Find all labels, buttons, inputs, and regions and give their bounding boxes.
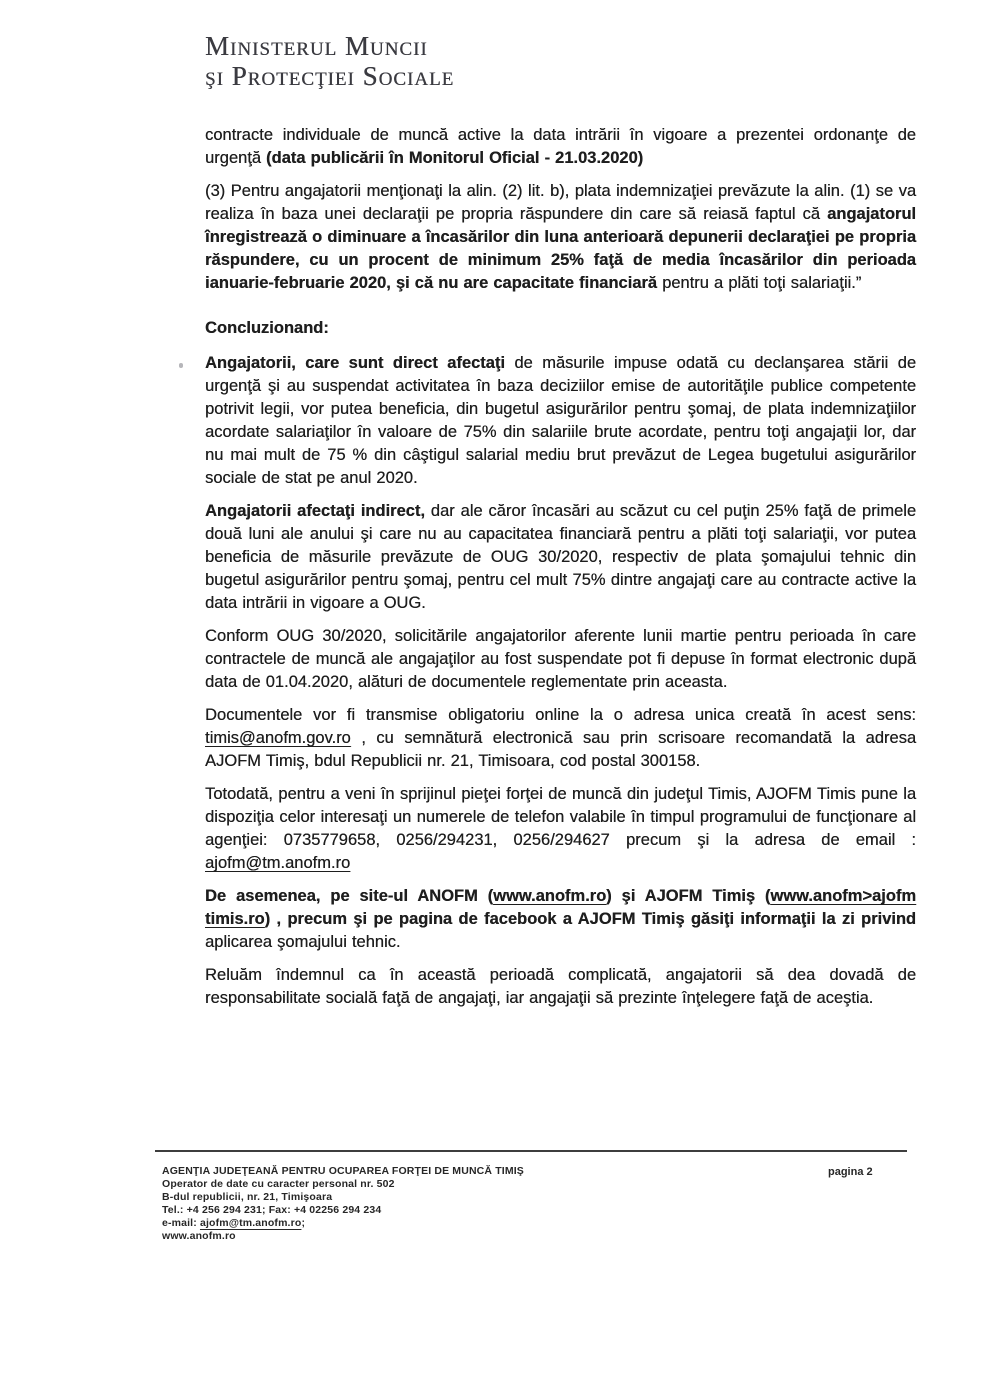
text-run: Angajatorii, care sunt direct afectaţi [205, 354, 515, 372]
page-number: pagina 2 [828, 1166, 873, 1178]
text-run: de măsurile impuse odată cu declanşarea stării de urgenţă şi au suspendat activitatea în baza deciziilor emise de autorităţile publice competente potrivit legii, vor putea beneficia, din bugetul asigurărilor pentru şomaj, de plata indemnizaţiilor acordate salariaţilor în valoare de 75% din salariile brute acordate, pentru toţi angajaţii lor, dar nu mai mult de 75 % din câştigul salarial mediu brut prevăzut de Legea bugetului asigurărilor sociale de stat pe anul 2020. [205, 354, 916, 487]
ministry-letterhead [205, 31, 454, 91]
text-run: ) şi AJOFM Timiş ( [606, 887, 771, 905]
para-site-uri [205, 885, 916, 954]
text-run: (3) Pentru angajatorii menţionaţi la alin. (2) lit. b), plata indemnizaţiei prevăzute la alin. (1) se va realiza în baza unei declaraţii pe propria răspundere din care să reiasă faptul că [205, 182, 916, 223]
footer-separator-line [155, 1150, 907, 1152]
text-run: pentru a plăti toţi salariaţii.” [662, 274, 862, 292]
document-body [205, 124, 916, 1020]
link-text: www.anofm>ajofm timis.ro [205, 887, 916, 928]
footer-agency-name: AGENŢIA JUDEŢEANĂ PENTRU OCUPAREA FORŢEI DE MUNCĂ TIMIŞ [162, 1165, 524, 1177]
para-angajatori-indirect [205, 500, 916, 615]
text-run: dar ale căror încasări au scăzut cu cel puţin 25% faţă de primele două luni ale anului şi care nu au capacitatea financiară pentru a plăti toţi salariaţii, vor putea beneficia de măsurile prevăzute de OUG 30/2020, respectiv de plata şomajului tehnic din bugetul asigurărilor pentru şomaj, pentru cel mult 75% dintre angajaţi care au contracte active la data intrării in vigoare a OUG. [205, 502, 916, 612]
text-run: angajatorul înregistrează o diminuare a încasărilor din luna anterioară depunerii declaraţiei pe propria răspundere, cu un procent de minimum 25% faţă de media încasărilor din perioada ianuarie-februarie 2020, şi că nu are capacitate financiară [205, 205, 916, 292]
para-documente [205, 704, 916, 773]
link-text: ajofm@tm.anofm.ro [205, 854, 351, 872]
text-run: , cu semnătură electronică sau prin scrisoare recomandată la adresa AJOFM Timiş, bdul Republicii nr. 21, Timisoara, cod postal 300158. [205, 729, 916, 770]
scan-artifact-dot [179, 363, 183, 368]
text-run: Conform OUG 30/2020, solicitările angajatorilor aferente lunii martie pentru perioada în care contractele de muncă ale angajaţilor au fost suspendate pot fi depuse în format electronic după data de 01.04.2020, alături de documentele reglementate prin aceasta. [205, 627, 916, 691]
para-indemn [205, 964, 916, 1010]
text-run: aplicarea şomajului tehnic. [205, 933, 401, 951]
link-text: www.anofm.ro [493, 887, 607, 905]
footer-letterhead [162, 1165, 722, 1243]
text-run: ) , precum şi pe pagina de facebook a AJOFM Timiş găsiţi informaţii la zi privind [264, 910, 916, 928]
footer-operator-line: Operator de date cu caracter personal nr. 502 [162, 1178, 395, 1190]
text-run: Documentele vor fi transmise obligatoriu online la o adresa unica creată în acest sens: [205, 706, 916, 724]
footer-address-line: B-dul republicii, nr. 21, Timişoara [162, 1191, 333, 1203]
para-totodata [205, 783, 916, 875]
text-run: (data publicării în Monitorul Oficial - 21.03.2020) [266, 149, 644, 167]
footer-phone-line: Tel.: +4 256 294 231; Fax: +4 02256 294 234 [162, 1204, 382, 1216]
ministry-name-line2: şi Protecţiei Sociale [205, 61, 455, 91]
text-run: De asemenea, pe site-ul ANOFM ( [205, 887, 494, 905]
footer-email-label: e-mail: [162, 1217, 200, 1229]
para-angajatori-direct [205, 352, 916, 490]
footer-website: www.anofm.ro [162, 1230, 236, 1242]
para-alin-3 [205, 180, 916, 295]
footer-email-suffix: ; [301, 1217, 306, 1229]
text-run: Reluăm îndemnul ca în această perioadă complicată, angajatorii să dea dovadă de responsabilitate socială faţă de angajaţi, iar angajaţii să prezinte înţelegere faţă de aceştia. [205, 966, 916, 1007]
para-conform-oug [205, 625, 916, 694]
link-text: timis@anofm.gov.ro [205, 729, 351, 747]
text-run: Concluzionand: [205, 319, 329, 337]
para-contracte [205, 124, 916, 170]
text-run: contracte individuale de muncă active la data intrării în vigoare a prezentei ordonanţe de urgenţă [205, 126, 916, 167]
footer-email-line [162, 1217, 722, 1230]
text-run: Angajatorii afectaţi indirect, [205, 502, 431, 520]
ministry-name-line1: Ministerul Muncii [205, 31, 428, 61]
footer-email-link: ajofm@tm.anofm.ro [199, 1217, 302, 1229]
heading-concluzionand [205, 317, 916, 340]
text-run: Totodată, pentru a veni în sprijinul pieţei forţei de muncă din judeţul Timis, AJOFM Timis pune la dispoziţia celor interesaţi un numerele de telefon valabile în timpul programului de funcţionare al agenţiei: 0735779658, 0256/294231, 0256/294627 precum şi la adresa de email : [205, 785, 916, 849]
